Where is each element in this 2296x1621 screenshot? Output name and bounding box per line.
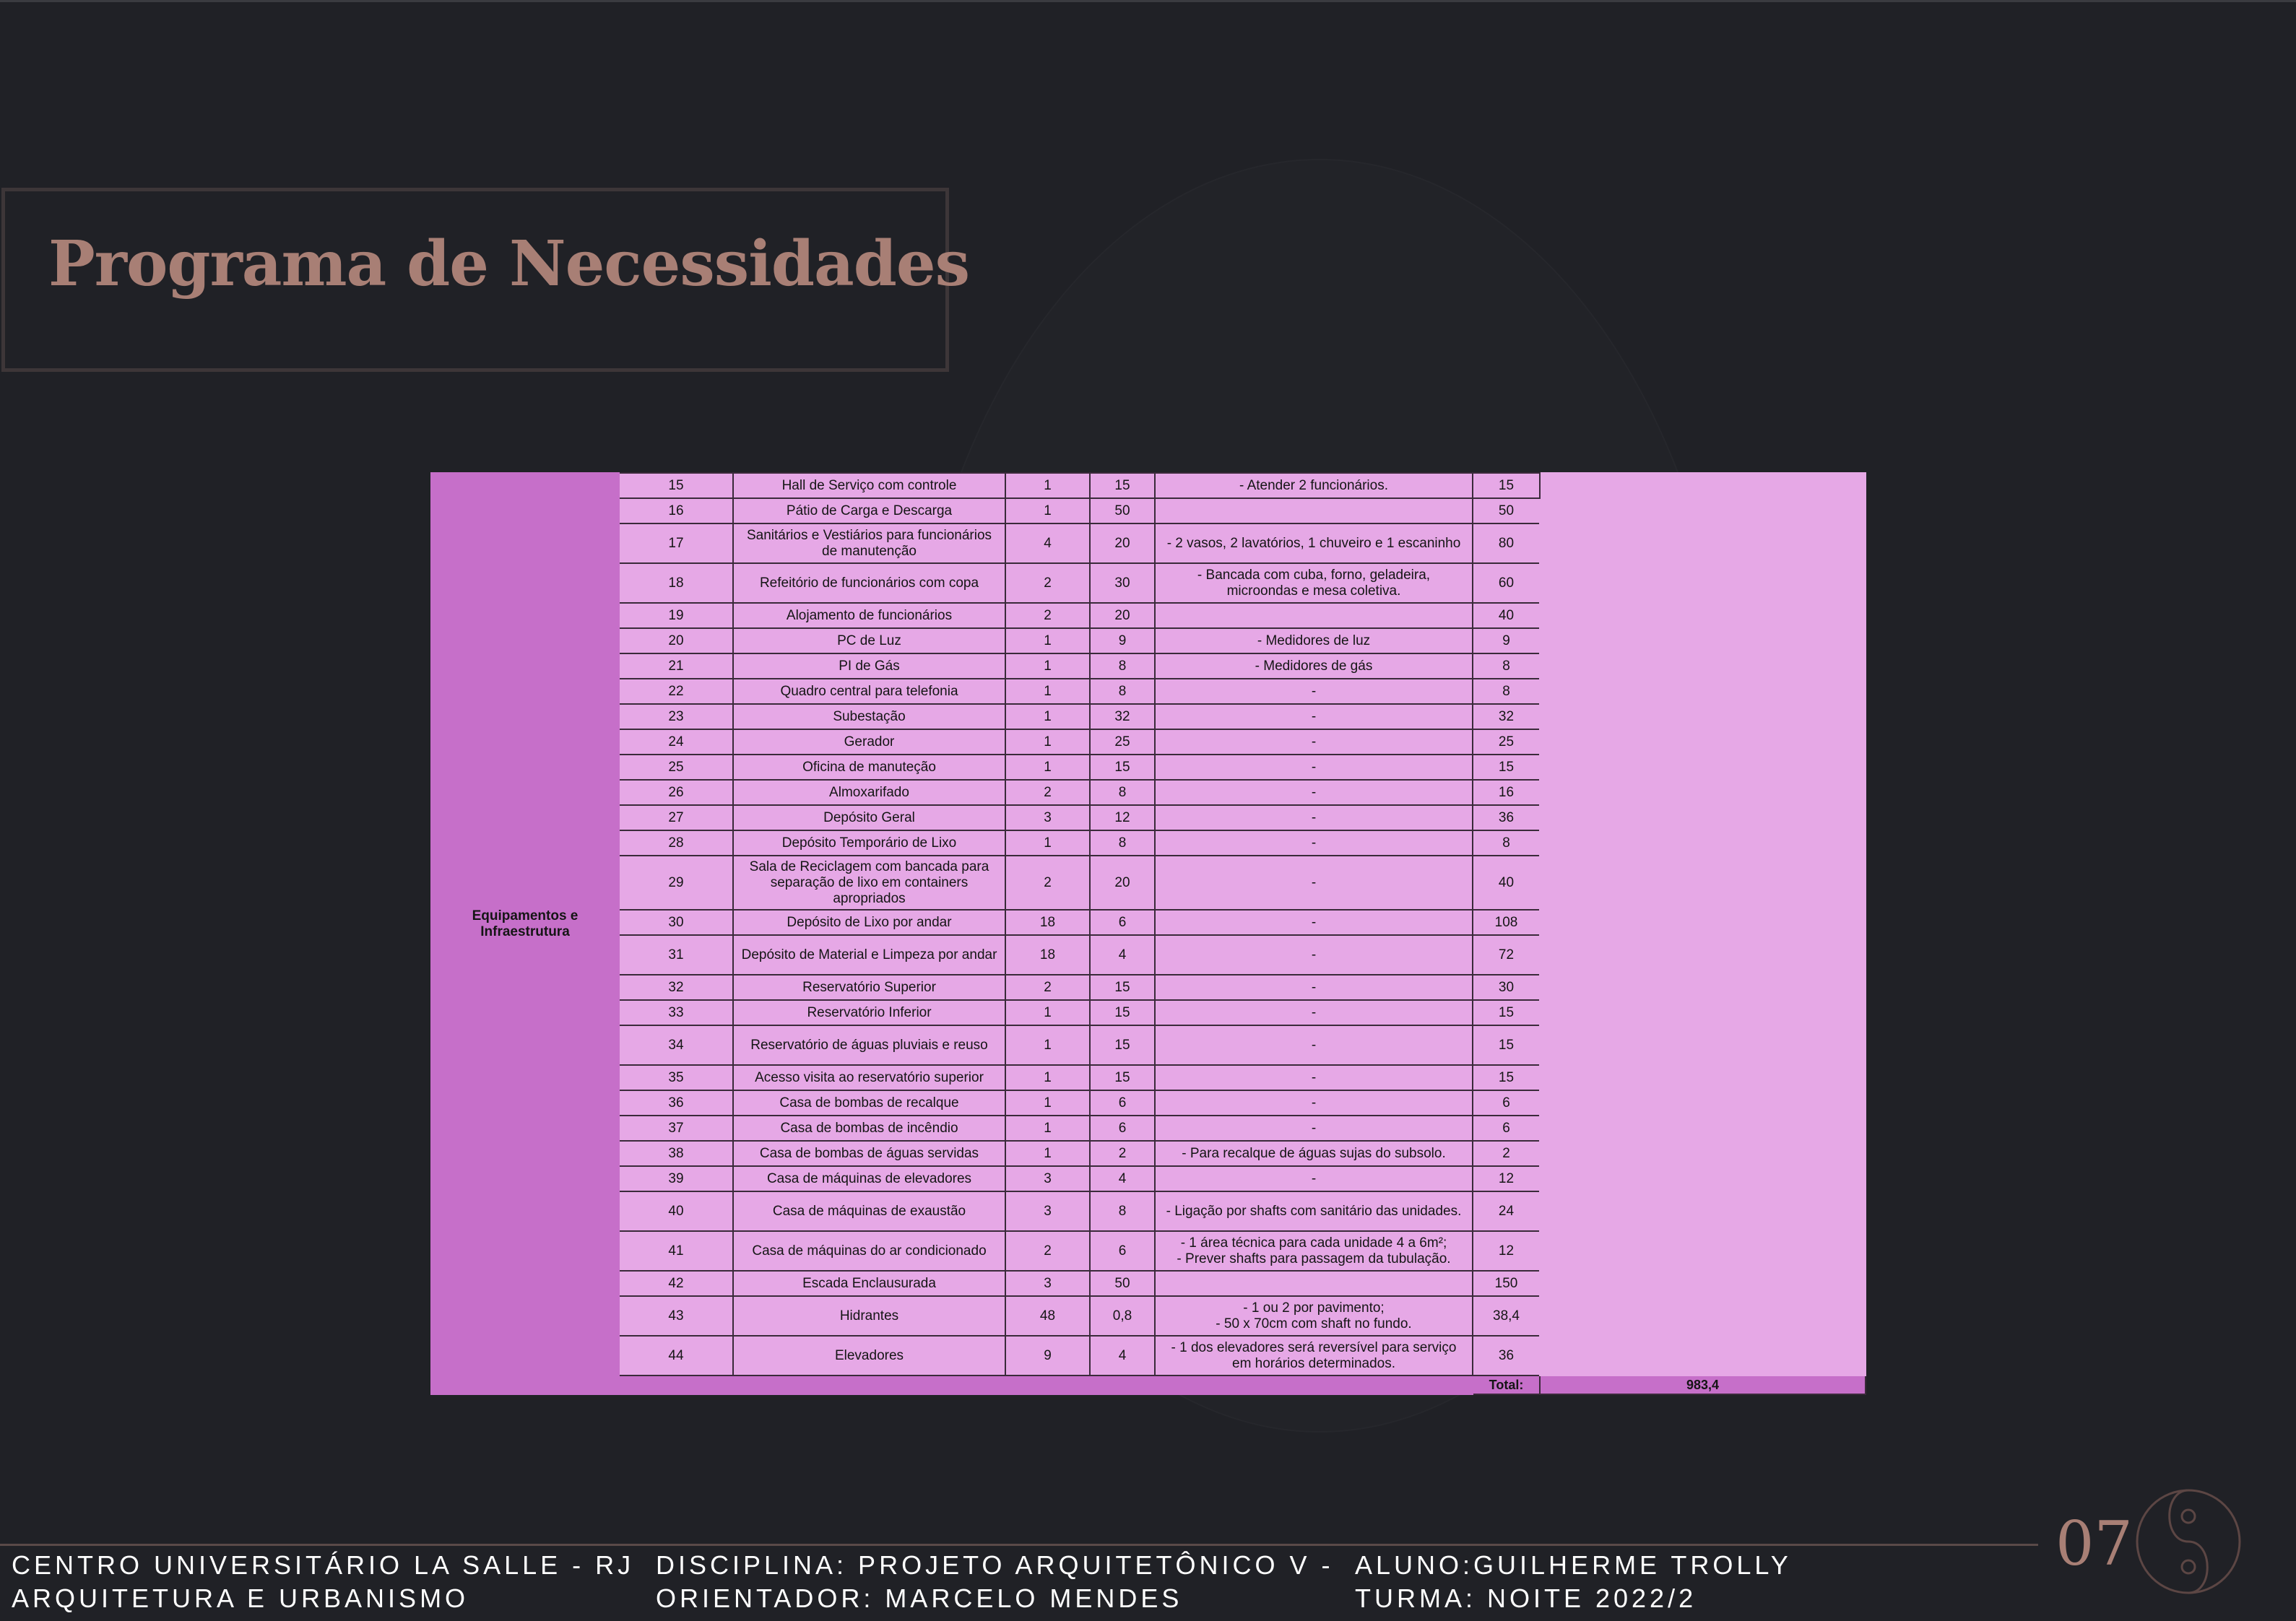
- subtotal-cell: 36: [1473, 1336, 1540, 1376]
- requirements-table-container: [430, 472, 1865, 1391]
- quantity-cell: 1: [1005, 1141, 1090, 1166]
- area-cell: 15: [1090, 1000, 1155, 1025]
- area-cell: 12: [1090, 805, 1155, 830]
- item-number-cell: 29: [619, 856, 733, 910]
- quantity-cell: 1: [1005, 704, 1090, 729]
- area-cell: 20: [1090, 856, 1155, 910]
- item-number-cell: 18: [619, 563, 733, 603]
- item-number-cell: 21: [619, 653, 733, 679]
- area-cell: 4: [1090, 1336, 1155, 1376]
- area-cell: 50: [1090, 498, 1155, 523]
- subtotal-cell: 15: [1473, 1025, 1540, 1065]
- room-name-cell: Casa de bombas de recalque: [733, 1090, 1005, 1116]
- area-cell: 8: [1090, 780, 1155, 805]
- notes-cell: -: [1155, 755, 1473, 780]
- subtotal-cell: 15: [1473, 473, 1540, 498]
- quantity-cell: 2: [1005, 1231, 1090, 1271]
- room-name-cell: Casa de máquinas de exaustão: [733, 1191, 1005, 1231]
- requirements-table: [430, 472, 1866, 1395]
- item-number-cell: 44: [619, 1336, 733, 1376]
- quantity-cell: 2: [1005, 856, 1090, 910]
- item-number-cell: 19: [619, 603, 733, 628]
- quantity-cell: 3: [1005, 1271, 1090, 1296]
- quantity-cell: 18: [1005, 935, 1090, 975]
- room-name-cell: Depósito de Lixo por andar: [733, 910, 1005, 935]
- quantity-cell: 1: [1005, 830, 1090, 856]
- top-border: [0, 0, 2296, 2]
- item-number-cell: 40: [619, 1191, 733, 1231]
- room-name-cell: Casa de máquinas de elevadores: [733, 1166, 1005, 1191]
- quantity-cell: 18: [1005, 910, 1090, 935]
- footer-advisor: ORIENTADOR: MARCELO MENDES: [656, 1583, 1183, 1613]
- room-name-cell: Escada Enclausurada: [733, 1271, 1005, 1296]
- area-cell: 50: [1090, 1271, 1155, 1296]
- room-name-cell: Acesso visita ao reservatório superior: [733, 1065, 1005, 1090]
- subtotal-cell: 80: [1473, 523, 1540, 563]
- notes-cell: -: [1155, 935, 1473, 975]
- footer-class: TURMA: NOITE 2022/2: [1355, 1583, 1697, 1613]
- item-number-cell: 35: [619, 1065, 733, 1090]
- subtotal-cell: 108: [1473, 910, 1540, 935]
- subtotal-cell: 2: [1473, 1141, 1540, 1166]
- notes-cell: -: [1155, 1025, 1473, 1065]
- area-cell: 25: [1090, 729, 1155, 755]
- item-number-cell: 17: [619, 523, 733, 563]
- title-frame: [1, 188, 969, 372]
- item-number-cell: 30: [619, 910, 733, 935]
- notes-cell: -: [1155, 910, 1473, 935]
- area-cell: 6: [1090, 910, 1155, 935]
- notes-cell: -: [1155, 830, 1473, 856]
- footer-divider: [0, 1544, 2038, 1546]
- room-name-cell: PC de Luz: [733, 628, 1005, 653]
- footer-course: ARQUITETURA E URBANISMO: [12, 1583, 469, 1613]
- notes-cell: - Para recalque de águas sujas do subsolo.: [1155, 1141, 1473, 1166]
- notes-cell: -: [1155, 780, 1473, 805]
- notes-cell: -: [1155, 805, 1473, 830]
- item-number-cell: 43: [619, 1296, 733, 1336]
- room-name-cell: Sala de Reciclagem com bancada para separação de lixo em containers apropriados: [733, 856, 1005, 910]
- subtotal-cell: 40: [1473, 856, 1540, 910]
- area-cell: 0,8: [1090, 1296, 1155, 1336]
- item-number-cell: 25: [619, 755, 733, 780]
- subtotal-cell: 38,4: [1473, 1296, 1540, 1336]
- subtotal-cell: 24: [1473, 1191, 1540, 1231]
- item-number-cell: 15: [619, 473, 733, 498]
- room-name-cell: Elevadores: [733, 1336, 1005, 1376]
- area-cell: 6: [1090, 1116, 1155, 1141]
- item-number-cell: 24: [619, 729, 733, 755]
- item-number-cell: 34: [619, 1025, 733, 1065]
- room-name-cell: Reservatório de águas pluviais e reuso: [733, 1025, 1005, 1065]
- area-cell: 9: [1090, 628, 1155, 653]
- item-number-cell: 16: [619, 498, 733, 523]
- area-cell: 30: [1090, 563, 1155, 603]
- room-name-cell: Almoxarifado: [733, 780, 1005, 805]
- footer-discipline: DISCIPLINA: PROJETO ARQUITETÔNICO V -: [656, 1550, 1334, 1580]
- quantity-cell: 1: [1005, 755, 1090, 780]
- subtotal-cell: 16: [1473, 780, 1540, 805]
- item-number-cell: 31: [619, 935, 733, 975]
- page-title: Programa de Necessidades: [48, 227, 969, 300]
- area-cell: 4: [1090, 935, 1155, 975]
- footer-student: ALUNO:GUILHERME TROLLY: [1355, 1550, 1792, 1580]
- notes-cell: - 1 ou 2 por pavimento; - 50 x 70cm com shaft no fundo.: [1155, 1296, 1473, 1336]
- item-number-cell: 36: [619, 1090, 733, 1116]
- subtotal-cell: 25: [1473, 729, 1540, 755]
- quantity-cell: 1: [1005, 729, 1090, 755]
- area-cell: 32: [1090, 704, 1155, 729]
- notes-cell: - Medidores de gás: [1155, 653, 1473, 679]
- item-number-cell: 23: [619, 704, 733, 729]
- notes-cell: -: [1155, 704, 1473, 729]
- room-name-cell: Depósito Geral: [733, 805, 1005, 830]
- notes-cell: -: [1155, 1116, 1473, 1141]
- subtotal-cell: 9: [1473, 628, 1540, 653]
- quantity-cell: 2: [1005, 563, 1090, 603]
- quantity-cell: 1: [1005, 1116, 1090, 1141]
- item-number-cell: 38: [619, 1141, 733, 1166]
- area-cell: 15: [1090, 975, 1155, 1000]
- page-number: 07: [2055, 1508, 2133, 1579]
- subtotal-cell: 50: [1473, 498, 1540, 523]
- subtotal-cell: 30: [1473, 975, 1540, 1000]
- subtotal-cell: 8: [1473, 679, 1540, 704]
- area-cell: 8: [1090, 830, 1155, 856]
- room-name-cell: Depósito Temporário de Lixo: [733, 830, 1005, 856]
- filler-column: [1540, 473, 1866, 1376]
- room-name-cell: Hall de Serviço com controle: [733, 473, 1005, 498]
- notes-cell: - Medidores de luz: [1155, 628, 1473, 653]
- quantity-cell: 2: [1005, 975, 1090, 1000]
- area-cell: 15: [1090, 755, 1155, 780]
- quantity-cell: 1: [1005, 473, 1090, 498]
- item-number-cell: 32: [619, 975, 733, 1000]
- subtotal-cell: 15: [1473, 1000, 1540, 1025]
- room-name-cell: Gerador: [733, 729, 1005, 755]
- subtotal-cell: 6: [1473, 1116, 1540, 1141]
- quantity-cell: 1: [1005, 1065, 1090, 1090]
- area-cell: 15: [1090, 1025, 1155, 1065]
- table-row: [431, 473, 1866, 498]
- item-number-cell: 33: [619, 1000, 733, 1025]
- category-cell: Equipamentos e Infraestrutura: [431, 473, 619, 1376]
- notes-cell: -: [1155, 1166, 1473, 1191]
- quantity-cell: 1: [1005, 1090, 1090, 1116]
- area-cell: 15: [1090, 1065, 1155, 1090]
- quantity-cell: 3: [1005, 1166, 1090, 1191]
- quantity-cell: 2: [1005, 603, 1090, 628]
- room-name-cell: Hidrantes: [733, 1296, 1005, 1336]
- subtotal-cell: 6: [1473, 1090, 1540, 1116]
- item-number-cell: 26: [619, 780, 733, 805]
- subtotal-cell: 60: [1473, 563, 1540, 603]
- area-cell: 4: [1090, 1166, 1155, 1191]
- notes-cell: -: [1155, 1065, 1473, 1090]
- room-name-cell: Alojamento de funcionários: [733, 603, 1005, 628]
- notes-cell: - Bancada com cuba, forno, geladeira, microondas e mesa coletiva.: [1155, 563, 1473, 603]
- item-number-cell: 41: [619, 1231, 733, 1271]
- subtotal-cell: 12: [1473, 1231, 1540, 1271]
- area-cell: 15: [1090, 473, 1155, 498]
- room-name-cell: Depósito de Material e Limpeza por andar: [733, 935, 1005, 975]
- subtotal-cell: 32: [1473, 704, 1540, 729]
- item-number-cell: 22: [619, 679, 733, 704]
- notes-cell: -: [1155, 975, 1473, 1000]
- quantity-cell: 1: [1005, 679, 1090, 704]
- area-cell: 20: [1090, 523, 1155, 563]
- room-name-cell: Casa de máquinas do ar condicionado: [733, 1231, 1005, 1271]
- room-name-cell: Reservatório Superior: [733, 975, 1005, 1000]
- subtotal-cell: 15: [1473, 755, 1540, 780]
- yin-yang-logo-icon: [2134, 1487, 2243, 1596]
- subtotal-cell: 36: [1473, 805, 1540, 830]
- quantity-cell: 1: [1005, 628, 1090, 653]
- quantity-cell: 1: [1005, 653, 1090, 679]
- room-name-cell: Oficina de manuteção: [733, 755, 1005, 780]
- notes-cell: -: [1155, 1090, 1473, 1116]
- total-label: Total:: [1473, 1376, 1540, 1394]
- quantity-cell: 1: [1005, 1025, 1090, 1065]
- item-number-cell: 20: [619, 628, 733, 653]
- notes-cell: -: [1155, 856, 1473, 910]
- total-row: [431, 1376, 1866, 1394]
- item-number-cell: 28: [619, 830, 733, 856]
- quantity-cell: 1: [1005, 498, 1090, 523]
- notes-cell: [1155, 498, 1473, 523]
- room-name-cell: Casa de bombas de águas servidas: [733, 1141, 1005, 1166]
- quantity-cell: 3: [1005, 805, 1090, 830]
- item-number-cell: 39: [619, 1166, 733, 1191]
- item-number-cell: 37: [619, 1116, 733, 1141]
- item-number-cell: 27: [619, 805, 733, 830]
- room-name-cell: Subestação: [733, 704, 1005, 729]
- subtotal-cell: 72: [1473, 935, 1540, 975]
- total-value: 983,4: [1540, 1376, 1866, 1394]
- notes-cell: -: [1155, 1000, 1473, 1025]
- quantity-cell: 48: [1005, 1296, 1090, 1336]
- quantity-cell: 2: [1005, 780, 1090, 805]
- room-name-cell: Refeitório de funcionários com copa: [733, 563, 1005, 603]
- subtotal-cell: 150: [1473, 1271, 1540, 1296]
- room-name-cell: Reservatório Inferior: [733, 1000, 1005, 1025]
- subtotal-cell: 8: [1473, 830, 1540, 856]
- quantity-cell: 4: [1005, 523, 1090, 563]
- item-number-cell: 42: [619, 1271, 733, 1296]
- notes-cell: -: [1155, 679, 1473, 704]
- quantity-cell: 3: [1005, 1191, 1090, 1231]
- room-name-cell: Casa de bombas de incêndio: [733, 1116, 1005, 1141]
- notes-cell: - Ligação por shafts com sanitário das unidades.: [1155, 1191, 1473, 1231]
- area-cell: 8: [1090, 653, 1155, 679]
- area-cell: 8: [1090, 679, 1155, 704]
- notes-cell: [1155, 603, 1473, 628]
- notes-cell: - 1 área técnica para cada unidade 4 a 6m²; - Prever shafts para passagem da tubulação.: [1155, 1231, 1473, 1271]
- subtotal-cell: 40: [1473, 603, 1540, 628]
- area-cell: 6: [1090, 1231, 1155, 1271]
- area-cell: 20: [1090, 603, 1155, 628]
- subtotal-cell: 12: [1473, 1166, 1540, 1191]
- table-body: [431, 473, 1866, 1394]
- quantity-cell: 1: [1005, 1000, 1090, 1025]
- footer-institution: CENTRO UNIVERSITÁRIO LA SALLE - RJ: [12, 1550, 635, 1580]
- room-name-cell: Quadro central para telefonia: [733, 679, 1005, 704]
- notes-cell: - 1 dos elevadores será reversível para serviço em horários determinados.: [1155, 1336, 1473, 1376]
- quantity-cell: 9: [1005, 1336, 1090, 1376]
- notes-cell: - 2 vasos, 2 lavatórios, 1 chuveiro e 1 escaninho: [1155, 523, 1473, 563]
- notes-cell: - Atender 2 funcionários.: [1155, 473, 1473, 498]
- notes-cell: -: [1155, 729, 1473, 755]
- subtotal-cell: 15: [1473, 1065, 1540, 1090]
- subtotal-cell: 8: [1473, 653, 1540, 679]
- room-name-cell: PI de Gás: [733, 653, 1005, 679]
- area-cell: 8: [1090, 1191, 1155, 1231]
- notes-cell: [1155, 1271, 1473, 1296]
- area-cell: 6: [1090, 1090, 1155, 1116]
- area-cell: 2: [1090, 1141, 1155, 1166]
- room-name-cell: Sanitários e Vestiários para funcionários de manutenção: [733, 523, 1005, 563]
- room-name-cell: Pátio de Carga e Descarga: [733, 498, 1005, 523]
- total-row-spacer: [431, 1376, 1473, 1394]
